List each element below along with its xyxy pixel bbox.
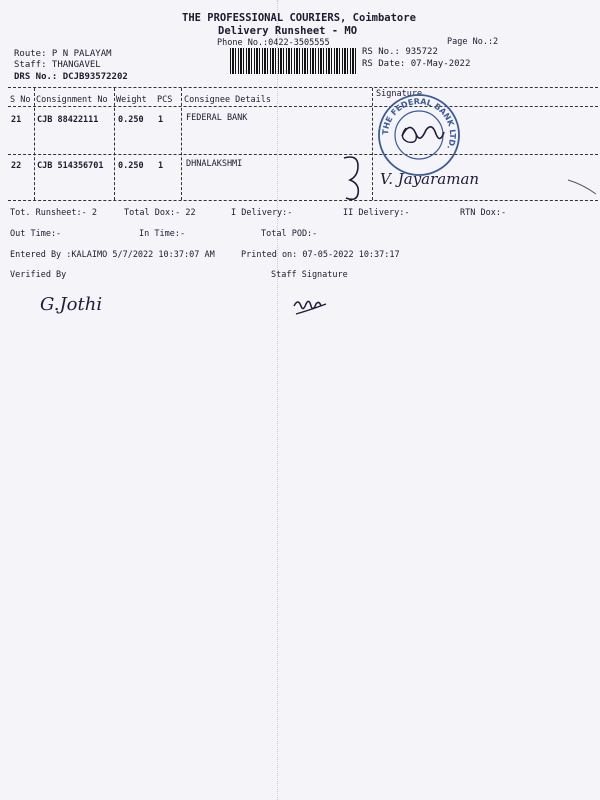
fold-line bbox=[277, 0, 278, 800]
col-divider bbox=[34, 88, 35, 200]
staff-signature-label: Staff Signature bbox=[271, 270, 348, 280]
entered-by: Entered By :KALAIMO 5/7/2022 10:37:07 AM bbox=[10, 250, 215, 260]
table-row-sno: 21 bbox=[11, 115, 22, 125]
rtn-dox: RTN Dox:- bbox=[460, 208, 507, 218]
col-header-sno: S No bbox=[10, 95, 31, 105]
table-row-sno: 22 bbox=[11, 161, 22, 171]
total-pod: Total POD:- bbox=[261, 229, 318, 239]
in-time: In Time:- bbox=[139, 229, 186, 239]
pen-mark-icon bbox=[566, 176, 598, 196]
rs-date: RS Date: 07-May-2022 bbox=[362, 59, 471, 69]
table-row-consignment: CJB 88422111 bbox=[37, 115, 99, 125]
ii-delivery: II Delivery:- bbox=[343, 208, 410, 218]
total-runsheet: Tot. Runsheet:- 2 bbox=[10, 208, 97, 218]
col-header-signature: Signature bbox=[376, 89, 423, 99]
doc-title: Delivery Runsheet - MO bbox=[218, 25, 358, 37]
staff-signature-scribble-icon bbox=[292, 292, 332, 320]
barcode bbox=[230, 48, 358, 74]
route: Route: P N PALAYAM bbox=[14, 49, 112, 59]
svg-text:THE FEDERAL BANK LTD.: THE FEDERAL BANK LTD. bbox=[380, 96, 458, 151]
col-header-pcs: PCS bbox=[157, 95, 173, 105]
company-name: THE PROFESSIONAL COURIERS, Coimbatore bbox=[182, 12, 416, 24]
i-delivery: I Delivery:- bbox=[231, 208, 293, 218]
page-number: Page No.:2 bbox=[447, 37, 499, 47]
verifier-signature bbox=[36, 282, 156, 322]
svg-text:V. Jayaraman: V. Jayaraman bbox=[380, 170, 480, 188]
printed-on: Printed on: 07-05-2022 10:37:17 bbox=[241, 250, 400, 260]
verified-by-label: Verified By bbox=[10, 270, 67, 280]
col-header-weight: Weight bbox=[116, 95, 147, 105]
col-divider bbox=[114, 88, 115, 200]
drs-number: DRS No.: DCJB93572202 bbox=[14, 72, 128, 82]
phone-number: Phone No.:0422-3505555 bbox=[217, 38, 330, 48]
table-row-weight: 0.250 bbox=[118, 161, 144, 171]
table-row-pcs: 1 bbox=[158, 161, 164, 171]
table-row-rule bbox=[8, 154, 598, 155]
rs-number: RS No.: 935722 bbox=[362, 47, 438, 57]
table-top-rule bbox=[8, 87, 598, 88]
receiver-signature bbox=[378, 160, 498, 196]
out-time: Out Time:- bbox=[10, 229, 62, 239]
table-row-consignee: DHNALAKSHMI bbox=[186, 159, 243, 169]
table-row-pcs: 1 bbox=[158, 115, 164, 125]
table-row-weight: 0.250 bbox=[118, 115, 144, 125]
col-divider bbox=[181, 88, 182, 200]
table-bottom-rule bbox=[8, 200, 598, 201]
table-row-consignee: FEDERAL BANK bbox=[186, 113, 248, 123]
total-dox: Total Dox:- 22 bbox=[124, 208, 196, 218]
table-header-rule bbox=[8, 106, 598, 107]
col-header-consignment: Consignment No bbox=[36, 95, 108, 105]
table-row-consignment: CJB 514356701 bbox=[37, 161, 104, 171]
col-header-consignee: Consignee Details bbox=[184, 95, 271, 105]
bracket-mark-icon bbox=[338, 152, 378, 202]
staff: Staff: THANGAVEL bbox=[14, 60, 101, 70]
svg-text:G.Jothi: G.Jothi bbox=[40, 294, 103, 315]
